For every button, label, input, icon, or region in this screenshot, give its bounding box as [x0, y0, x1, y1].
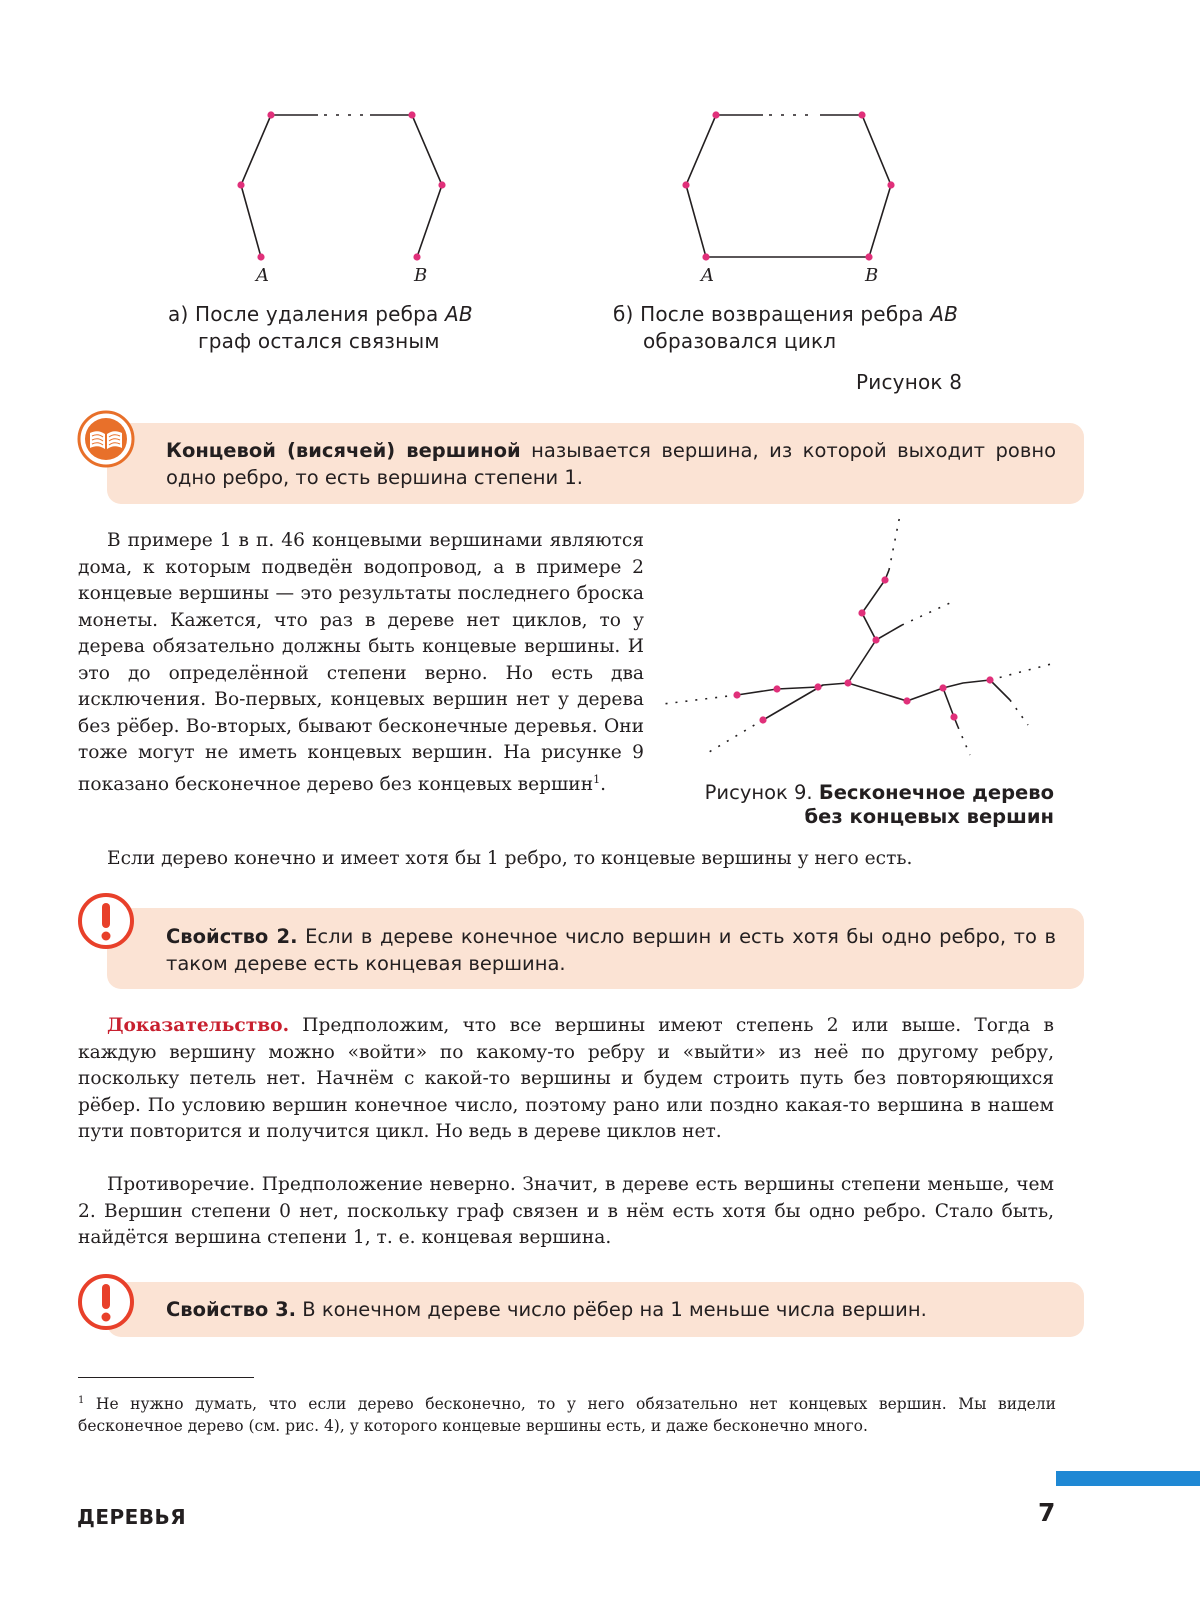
- footnote: $^1$ Не нужно думать, что если дерево бесконечно, то у него обязательно нет концевых вершин. Мы видели бесконечное дерево (см. рис. 4), у которого концевые вершины есть, и даже бесконечно много.: [78, 1395, 1056, 1435]
- body-paragraph: Если дерево конечно и имеет хотя бы 1 ребро, то концевые вершины у него есть.: [107, 848, 913, 869]
- property-label: Свойство 2.: [166, 925, 298, 948]
- page-number: 7: [1038, 1498, 1056, 1527]
- defined-term: Концевой (висячей) вершиной: [166, 439, 521, 462]
- proof-paragraph-2: Противоречие. Предположение неверно. Значит, в дереве есть вершины степени меньше, чем 2. Вершин степени 0 нет, поскольку граф связен и в нём есть хотя бы одно ребро. Стало быть, найдётся вершина степени 1, т. е. концевая вершина.: [78, 1174, 1054, 1248]
- running-head: ДЕРЕВЬЯ: [77, 1505, 187, 1529]
- exclamation-icon: [76, 1272, 136, 1332]
- edge-name: AB: [930, 302, 959, 326]
- figure-8-label: Рисунок 8: [856, 370, 963, 394]
- property-label: Свойство 3.: [166, 1298, 297, 1321]
- property-2-text: Свойство 2. Если в дереве конечное число вершин и есть хотя бы одно ребро, то в таком дереве есть концевая вершина.: [166, 925, 1056, 975]
- figure-9-caption: Рисунок 9. Бесконечное дерево без концевых вершин: [704, 781, 1054, 828]
- proof-label: Доказательство.: [107, 1015, 290, 1036]
- figure-8b-graph: [650, 90, 930, 300]
- accent-bar: [1056, 1471, 1200, 1486]
- footnote-rule: [78, 1377, 254, 1378]
- figure-8b-caption: б) После возвращения ребра AB образовался цикл: [613, 302, 959, 353]
- body-paragraph: В примере 1 в п. 46 концевыми вершинами являются дома, к которым подведён водопровод, а в примере 2 концевые вершины — это результаты последнего броска монеты. Кажется, что раз в дереве нет циклов, то у дерева обязательно должны быть концевые вершины. И это до определённой степени верно. Но есть два исключения. Во-первых, концевых вершин нет у дерева без рёбер. Во-вторых, бывают бесконечные деревья. Они тоже могут не иметь концевых вершин. На рисунке 9 показано бесконечное дерево без концевых вершин$^1$.: [78, 530, 644, 795]
- proof-paragraph: Доказательство. Предположим, что все вершины имеют степень 2 или выше. Тогда в каждую вершину можно «войти» по какому-то ребру и «выйти» из неё по другому ребру, поскольку петель нет. Начнём с какой-то вершины и будем строить путь без повторяющихся рёбер. По условию вершин конечное число, поэтому рано или поздно какая-то вершина в нашем пути повторится и получится цикл. Но ведь в дереве циклов нет.: [78, 1015, 1054, 1142]
- definition-text: Концевой (висячей) вершиной называется вершина, из которой выходит ровно одно ребро, то есть вершина степени 1.: [166, 439, 1057, 489]
- vertex-points: [733, 576, 993, 723]
- vertex-b-label: B: [414, 265, 428, 286]
- property-3-text: Свойство 3. В конечном дереве число рёбер на 1 меньше числа вершин.: [166, 1298, 927, 1321]
- edge-name: AB: [445, 302, 473, 326]
- vertex-points: [237, 111, 445, 260]
- vertex-b-label: B: [865, 265, 879, 286]
- figure-8a-graph: [200, 90, 480, 300]
- vertex-points: [682, 111, 894, 260]
- exclamation-icon: [76, 891, 136, 951]
- figure-8a-caption: а) После удаления ребра AB граф остался связным: [168, 302, 473, 353]
- vertex-a-label: A: [701, 265, 714, 286]
- footnote-mark: 1: [78, 1395, 85, 1406]
- footnote-reference: 1: [593, 772, 601, 786]
- figure-9-infinite-tree: [660, 515, 1060, 775]
- vertex-a-label: A: [256, 265, 269, 286]
- book-icon: [76, 409, 136, 469]
